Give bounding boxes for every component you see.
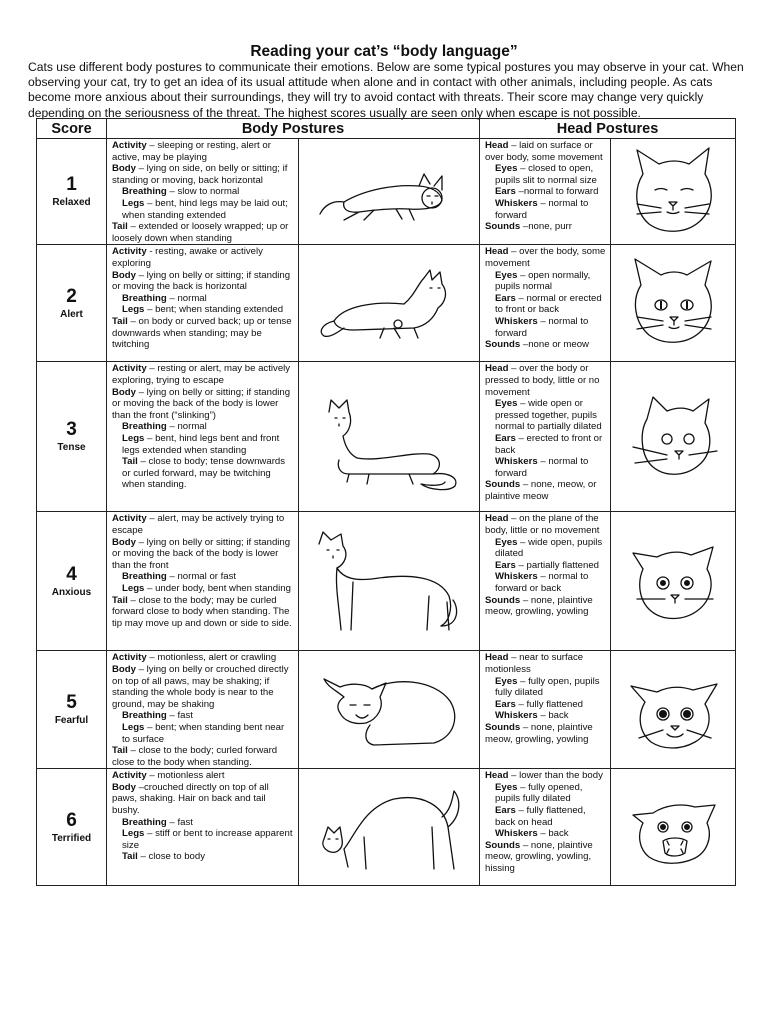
body-posture-text	[107, 512, 299, 651]
head-posture-key: Sounds	[485, 221, 521, 233]
score-label: Alert	[60, 308, 83, 320]
body-posture-value: – close to the body; may be curled forward close to body when standing. The tip may move up and down or side to side.	[112, 594, 292, 629]
head-posture-text	[480, 651, 611, 769]
head-posture-key: Ears	[495, 186, 516, 198]
head-posture-key: Ears	[495, 559, 516, 571]
head-posture-value: – wide open or pressed together, pupils normal to partially dilated	[495, 398, 602, 433]
score-cell	[37, 651, 107, 769]
head-posture-line	[485, 140, 606, 163]
body-posture-key: Body	[112, 163, 136, 175]
head-posture-key: Eyes	[495, 781, 518, 793]
head-posture-line	[485, 571, 606, 594]
body-posture-line	[112, 221, 294, 244]
head-posture-value: – normal or erected to front or back	[495, 292, 602, 316]
body-posture-line	[112, 433, 294, 456]
score-cell	[37, 139, 107, 245]
body-posture-key: Legs	[122, 432, 145, 444]
head-posture-key: Eyes	[495, 536, 518, 548]
body-posture-key: Tail	[112, 315, 128, 327]
head-posture-text	[480, 139, 611, 245]
body-posture-line	[112, 652, 294, 664]
body-posture-value: - resting, awake or actively exploring	[112, 246, 263, 269]
body-posture-value: – alert, may be actively trying to escape	[112, 513, 285, 536]
head-posture-text	[480, 362, 611, 512]
head-posture-key: Head	[485, 770, 509, 782]
head-posture-key: Whiskers	[495, 197, 538, 209]
head-posture-value: – closed to open, pupils slit to normal size	[495, 163, 597, 186]
head-posture-key: Head	[485, 652, 509, 664]
body-posture-line	[112, 770, 294, 782]
head-posture-value: –none or meow	[520, 339, 589, 351]
cat-body-drawing	[314, 667, 464, 752]
body-posture-line	[112, 304, 294, 316]
head-posture-line	[485, 770, 606, 782]
cat-body-drawing	[314, 266, 464, 341]
head-posture-line	[485, 363, 606, 398]
head-postures-header: Head Postures	[480, 119, 736, 139]
table-row	[37, 769, 736, 886]
body-posture-line	[112, 664, 294, 710]
head-posture-key: Whiskers	[495, 710, 538, 722]
body-posture-value: – bent, hind legs may be laid out; when standing extended	[122, 197, 288, 221]
body-posture-key: Breathing	[122, 292, 167, 304]
body-posture-key: Activity	[112, 770, 147, 782]
score-label: Fearful	[54, 715, 89, 727]
body-posture-value: – lying on belly or sitting; if standing or moving the back of the body is lower than the front (“slinking”)	[112, 386, 291, 421]
head-posture-key: Head	[485, 246, 509, 258]
score-number: 4	[66, 563, 77, 585]
body-posture-text	[107, 651, 299, 769]
body-posture-key: Activity	[112, 652, 147, 664]
body-posture-key: Legs	[122, 304, 145, 316]
head-posture-value: –normal to forward	[515, 186, 599, 198]
head-posture-key: Ears	[495, 805, 516, 817]
body-posture-value: –crouched directly on top of all paws, shaking. Hair on back and tail bushy.	[112, 781, 269, 817]
body-posture-line	[112, 246, 294, 269]
score-label: Relaxed	[52, 197, 91, 209]
body-posture-line	[112, 198, 294, 221]
score-number: 6	[66, 809, 77, 831]
body-posture-value: – bent; when standing bent near to surface	[122, 721, 285, 745]
posture-table	[36, 118, 736, 886]
body-posture-line	[112, 828, 294, 851]
body-posture-line	[112, 363, 294, 386]
body-posture-value: – resting or alert, may be actively exploring, trying to escape	[112, 363, 291, 386]
score-label: Tense	[57, 442, 86, 454]
score-number: 3	[66, 419, 77, 441]
head-posture-line	[485, 246, 606, 269]
head-posture-key: Ears	[495, 432, 516, 444]
head-posture-line	[485, 828, 606, 840]
body-posture-value: – close to body	[137, 851, 206, 863]
head-posture-key: Ears	[495, 698, 516, 710]
head-posture-value: – on the plane of the body, little or no movement	[485, 513, 600, 536]
body-posture-illustration	[299, 651, 480, 769]
body-posture-value: – lying on belly or crouched directly on top of all paws, may be shaking; if standing the whole body is near to the ground, may be shaking	[112, 663, 289, 710]
body-posture-value: – stiff or bent to increase apparent size	[122, 828, 293, 851]
body-posture-line	[112, 710, 294, 722]
body-posture-illustration	[299, 245, 480, 362]
body-posture-illustration	[299, 362, 480, 512]
body-posture-illustration	[299, 769, 480, 886]
score-number: 1	[66, 174, 77, 196]
head-posture-value: – erected to front or back	[495, 432, 603, 456]
body-posture-key: Breathing	[122, 816, 167, 828]
cat-body-drawing	[309, 382, 469, 492]
body-posture-value: – under body, bent when standing	[144, 582, 291, 594]
page-title: Reading your cat’s “body language”	[250, 43, 518, 60]
body-posture-line	[112, 851, 294, 863]
head-posture-key: Eyes	[495, 398, 518, 410]
head-posture-key: Eyes	[495, 675, 518, 687]
head-posture-line	[485, 163, 606, 186]
body-posture-key: Body	[112, 386, 136, 398]
body-posture-key: Body	[112, 269, 136, 281]
head-posture-text	[480, 245, 611, 362]
head-posture-line	[485, 221, 606, 233]
head-posture-key: Whiskers	[495, 456, 538, 468]
body-posture-value: – normal or fast	[166, 571, 237, 583]
body-posture-key: Activity	[112, 363, 147, 375]
body-posture-line	[112, 186, 294, 198]
head-posture-key: Ears	[495, 292, 516, 304]
body-posture-text	[107, 245, 299, 362]
body-posture-key: Activity	[112, 246, 147, 258]
cat-body-drawing	[309, 526, 469, 636]
body-posture-key: Legs	[122, 582, 145, 594]
body-posture-line	[112, 316, 294, 351]
head-posture-value: – back	[537, 710, 569, 722]
head-posture-line	[485, 676, 606, 699]
body-posture-value: – on body or curved back; up or tense downwards when standing; may be twitching	[112, 315, 292, 351]
body-posture-line	[112, 595, 294, 630]
head-posture-key: Head	[485, 363, 509, 375]
table-row	[37, 245, 736, 362]
head-posture-illustration	[611, 512, 736, 651]
body-posture-key: Tail	[122, 851, 138, 863]
body-posture-value: – lying on belly or sitting; if standing or moving the back of the body is lower than the front	[112, 536, 291, 571]
body-posture-key: Activity	[112, 513, 147, 525]
head-posture-line	[485, 270, 606, 293]
body-posture-key: Body	[112, 781, 136, 793]
head-posture-key: Sounds	[485, 479, 521, 491]
body-posture-line	[112, 583, 294, 595]
head-posture-value: – normal to forward	[495, 456, 589, 479]
head-posture-line	[485, 186, 606, 198]
body-posture-value: – motionless alert	[146, 770, 225, 782]
head-posture-value: – none, plaintive meow, growling, yowling	[485, 594, 593, 618]
body-posture-value: – bent, hind legs bent and front legs extended when standing	[122, 432, 280, 456]
body-posture-line	[112, 513, 294, 536]
cat-head-drawing	[623, 662, 723, 758]
head-posture-value: – back	[537, 828, 569, 840]
head-posture-line	[485, 293, 606, 316]
head-posture-key: Sounds	[485, 594, 521, 606]
body-posture-illustration	[299, 512, 480, 651]
head-posture-line	[485, 560, 606, 572]
body-postures-header: Body Postures	[107, 119, 480, 139]
body-posture-line	[112, 270, 294, 293]
cat-body-drawing	[314, 162, 464, 222]
body-posture-value: – fast	[166, 710, 193, 722]
head-posture-line	[485, 479, 606, 502]
head-posture-key: Eyes	[495, 269, 518, 281]
score-number: 5	[66, 692, 77, 714]
head-posture-line	[485, 433, 606, 456]
body-posture-illustration	[299, 139, 480, 245]
body-posture-value: – lying on belly or sitting; if standing or moving the back is horizontal	[112, 269, 291, 293]
body-posture-key: Body	[112, 663, 136, 675]
body-posture-text	[107, 362, 299, 512]
cat-head-drawing	[623, 389, 723, 485]
body-posture-value: – normal	[166, 421, 207, 433]
body-posture-line	[112, 537, 294, 572]
table-row	[37, 512, 736, 651]
head-posture-value: – none, meow, or plaintive meow	[485, 479, 597, 502]
body-posture-key: Tail	[112, 594, 128, 606]
body-posture-key: Tail	[112, 221, 128, 233]
head-posture-value: – over the body or pressed to body, little or no movement	[485, 363, 600, 398]
head-posture-value: – fully flattened, back on head	[495, 805, 586, 828]
head-posture-key: Sounds	[485, 721, 521, 733]
body-posture-line	[112, 817, 294, 829]
head-posture-value: – open normally, pupils normal	[495, 269, 591, 293]
head-posture-line	[485, 339, 606, 351]
cat-head-drawing	[623, 144, 723, 240]
table-row	[37, 139, 736, 245]
body-posture-value: – slow to normal	[166, 186, 240, 198]
body-posture-line	[112, 163, 294, 186]
body-posture-key: Legs	[122, 197, 145, 209]
head-posture-key: Whiskers	[495, 571, 538, 583]
head-posture-value: – over the body, some movement	[485, 246, 606, 269]
body-posture-value: – lying on side, on belly or sitting; if standing or moving, back horizontal	[112, 163, 288, 186]
cat-head-drawing	[623, 255, 723, 351]
body-posture-value: – motionless, alert or crawling	[146, 652, 277, 664]
head-posture-line	[485, 805, 606, 828]
body-posture-value: – extended or loosely wrapped; up or loosely down when standing	[112, 221, 289, 244]
body-posture-line	[112, 571, 294, 583]
body-posture-line	[112, 140, 294, 163]
cat-head-drawing	[623, 779, 723, 875]
head-posture-value: – wide open, pupils dilated	[495, 536, 603, 560]
head-posture-key: Whiskers	[495, 828, 538, 840]
body-posture-value: – normal	[166, 292, 207, 304]
head-posture-line	[485, 652, 606, 675]
intro-paragraph: Cats use different body postures to communicate their emotions. Below are some typical postures you may observe in your cat. When observing your cat, try to get an idea of its usual attitude when alone and in contact with other animals, including people. As cats become more anxious about their surroundings, they will try to avoid contact with threats. Their score may change very quickly depending on the seriousness of the threat. The highest scores usually are seen only when escape is not possible.	[28, 60, 744, 120]
head-posture-key: Head	[485, 140, 509, 151]
head-posture-line	[485, 537, 606, 560]
body-posture-line	[112, 387, 294, 422]
body-posture-key: Breathing	[122, 421, 167, 433]
head-posture-illustration	[611, 769, 736, 886]
head-posture-line	[485, 699, 606, 711]
body-posture-key: Breathing	[122, 710, 167, 722]
body-posture-line	[112, 293, 294, 305]
body-posture-key: Breathing	[122, 186, 167, 198]
score-cell	[37, 245, 107, 362]
body-posture-line	[112, 421, 294, 433]
table-row	[37, 651, 736, 769]
head-posture-value: – fully flattened	[515, 698, 584, 710]
head-posture-line	[485, 722, 606, 745]
head-posture-line	[485, 710, 606, 722]
head-posture-line	[485, 198, 606, 221]
head-posture-line	[485, 398, 606, 433]
head-posture-illustration	[611, 362, 736, 512]
cat-body-drawing	[314, 777, 464, 877]
head-posture-value: –none, purr	[520, 221, 572, 233]
cat-head-drawing	[623, 533, 723, 629]
head-posture-text	[480, 512, 611, 651]
head-posture-value: – fully opened, pupils fully dilated	[495, 781, 583, 805]
body-posture-key: Legs	[122, 721, 145, 733]
head-posture-line	[485, 513, 606, 536]
head-posture-value: – laid on surface or over body, some movement	[485, 140, 603, 163]
head-posture-illustration	[611, 651, 736, 769]
score-cell	[37, 512, 107, 651]
body-posture-key: Legs	[122, 828, 145, 840]
table-header-row	[37, 119, 736, 139]
head-posture-line	[485, 316, 606, 339]
head-posture-value: – none, plaintive meow, growling, yowling	[485, 721, 593, 745]
body-posture-line	[112, 456, 294, 491]
head-posture-value: – none, plaintive meow, growling, yowling, hissing	[485, 839, 593, 875]
head-posture-value: – fully open, pupils fully dilated	[495, 675, 600, 699]
body-posture-value: – close to the body; curled forward close to the body when standing.	[112, 745, 278, 768]
head-posture-text	[480, 769, 611, 886]
body-posture-key: Tail	[112, 745, 128, 757]
body-posture-value: – bent; when standing extended	[144, 304, 284, 316]
body-posture-value: – sleeping or resting, alert or active, may be playing	[112, 140, 271, 163]
head-posture-key: Whiskers	[495, 315, 538, 327]
body-posture-value: – fast	[166, 816, 193, 828]
head-posture-value: – lower than the body	[508, 770, 603, 782]
body-posture-key: Breathing	[122, 571, 167, 583]
score-header: Score	[37, 119, 107, 139]
head-posture-key: Sounds	[485, 839, 521, 851]
head-posture-key: Sounds	[485, 339, 521, 351]
head-posture-value: – normal to forward	[495, 197, 589, 221]
body-posture-key: Activity	[112, 140, 147, 151]
body-posture-line	[112, 722, 294, 745]
body-posture-key: Tail	[122, 456, 138, 468]
body-posture-value: – close to body; tense downwards or curled forward, may be twitching when standing.	[122, 456, 286, 491]
score-label: Terrified	[51, 832, 92, 844]
score-label: Anxious	[51, 586, 92, 598]
head-posture-value: – near to surface motionless	[485, 652, 584, 675]
body-posture-line	[112, 745, 294, 768]
score-cell	[37, 769, 107, 886]
score-cell	[37, 362, 107, 512]
head-posture-value: – partially flattened	[515, 559, 600, 571]
head-posture-line	[485, 595, 606, 618]
table-row	[37, 362, 736, 512]
head-posture-illustration	[611, 245, 736, 362]
head-posture-line	[485, 840, 606, 875]
body-posture-text	[107, 139, 299, 245]
head-posture-value: – normal to forward or back	[495, 571, 589, 594]
head-posture-illustration	[611, 139, 736, 245]
body-posture-line	[112, 782, 294, 817]
body-posture-text	[107, 769, 299, 886]
score-number: 2	[66, 285, 77, 307]
head-posture-key: Head	[485, 513, 509, 525]
head-posture-key: Eyes	[495, 163, 518, 175]
head-posture-line	[485, 456, 606, 479]
body-posture-key: Body	[112, 536, 136, 548]
head-posture-line	[485, 782, 606, 805]
head-posture-value: – normal to forward	[495, 315, 589, 339]
